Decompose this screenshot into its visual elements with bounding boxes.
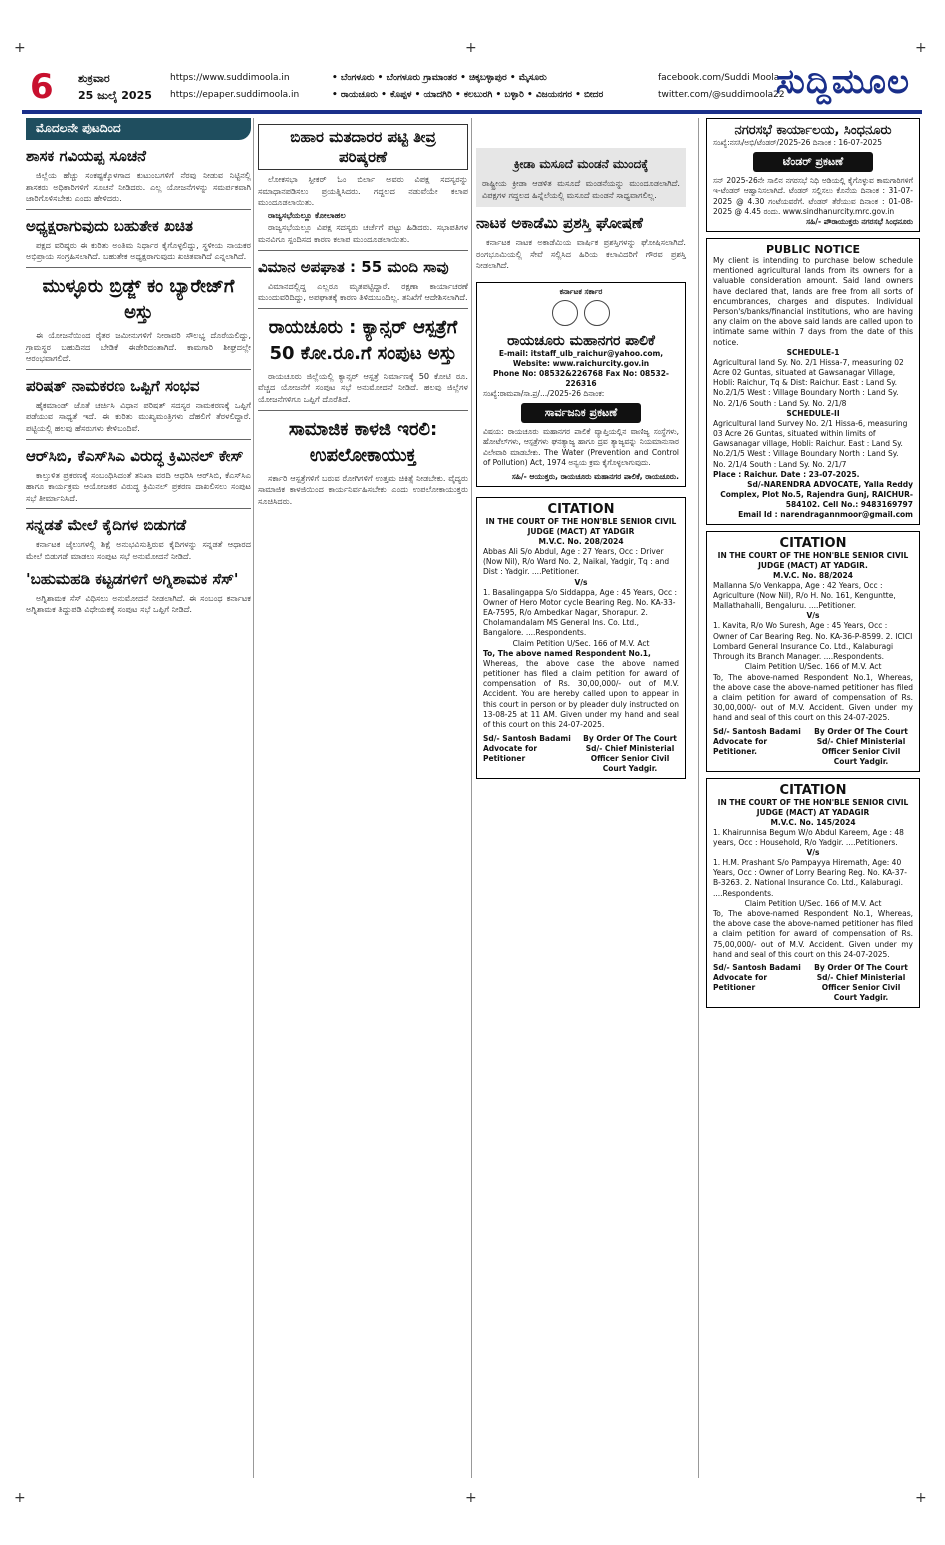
column-front-page-continued [26, 118, 251, 617]
citation-notice [706, 778, 920, 1008]
case-number: M.V.C. No. 88/2024 [773, 570, 853, 580]
headline: ಮುಳ್ಳೂರು ಬ್ರಿಡ್ಜ್ ಕಂ ಬ್ಯಾರೇಜ್‌ಗೆ ಅಸ್ತು [42, 275, 235, 323]
place-date: Place : Raichur. Date : 23-07-2025. [713, 469, 860, 479]
article-body: ರಾಷ್ಟ್ರೀಯ ಕ್ರೀಡಾ ಆಡಳಿತ ಮಸೂದೆ ಮಂಡನೆಯನ್ನು ಮುಂದೂಡಲಾಗಿದೆ. ವಿಪಕ್ಷಗಳ ಗದ್ದಲದ ಹಿನ್ನೆಲೆಯಲ್ಲಿ ಮಸೂದೆ ಮಂಡನೆ ಸಾಧ್ಯವಾಗಲಿಲ್ಲ. [482, 178, 680, 200]
public-notice-title: PUBLIC NOTICE [765, 243, 861, 257]
versus: V/s [806, 611, 820, 621]
page-number: 6 [30, 67, 54, 107]
cities-line: • ರಾಯಚೂರು • ಕೊಪ್ಪಳ • ಯಾದಗಿರಿ • ಕಲಬುರಗಿ • ಬಳ್ಳಾರಿ • ವಿಜಯನಗರ • ಬೀದರ [332, 90, 604, 100]
divider [26, 439, 251, 440]
column-national-news [258, 118, 468, 508]
case-number: M.V.C. No. 145/2024 [770, 817, 856, 827]
ad-body: ವಿಷಯ: ರಾಯಚೂರು ಮಹಾನಗರ ಪಾಲಿಕೆ ವ್ಯಾಪ್ತಿಯಲ್ಲಿನ ವಾಣಿಜ್ಯ ಸಂಸ್ಥೆಗಳು, ಹೋಟೆಲ್‌ಗಳು, ಆಸ್ಪತ್ರೆಗಳು ಘನತ್ಯಾಜ್ಯ ಹಾಗೂ ದ್ರವ ತ್ಯಾಜ್ಯವನ್ನು ನಿಯಮಾನುಸಾರ ವಿಲೇವಾರಿ ಮಾಡಬೇಕು. The Water (Prevention and Control of Pollution) Act, 1974 ಅನ್ವಯ ಕ್ರಮ ಕೈಗೊಳ್ಳಲಾಗುವುದು. [483, 427, 679, 467]
headline: ಸನ್ನಡತೆ ಮೇಲೆ ಕೈದಿಗಳ ಬಿಡುಗಡೆ [26, 516, 187, 535]
versus: V/s [806, 847, 820, 857]
issue-date-text: 25 ಜುಲೈ 2025 [78, 89, 152, 102]
ad-reference: ಸಂಖ್ಯೆ:ರಾಮಪಾ/ಸಾ.ಪ್ರ/.../2025-26 ದಿನಾಂಕ: [483, 388, 605, 398]
signatures [713, 963, 913, 1003]
divider [258, 308, 468, 309]
schedule-title: SCHEDULE-II [786, 408, 840, 418]
ad-website: Website: www.raichurcity.gov.in [512, 358, 650, 368]
addressee: To, The above named Respondent No.1, [483, 648, 651, 658]
seal-icon [584, 300, 610, 326]
court-signature: By Order Of The Court Sd/- Chief Ministerial Officer Senior Civil Court Yadgir. [814, 726, 908, 766]
page-header [22, 62, 922, 108]
article-body: ಪಕ್ಷದ ವರಿಷ್ಠರು ಈ ಕುರಿತು ಅಂತಿಮ ನಿರ್ಧಾರ ಕೈಗೊಳ್ಳಲಿದ್ದು, ಸ್ಥಳೀಯ ನಾಯಕರ ಅಭಿಪ್ರಾಯ ಸಂಗ್ರಹಿಸಲಾಗಿದೆ. ಬಹುತೇಕ ಅಧ್ಯಕ್ಷರಾಗುವುದು ಖಚಿತವಾಗಿದೆ ಎನ್ನಲಾಗಿದೆ. [26, 239, 251, 262]
advocate-email: Email Id : narendragannmoor@gmail.com [738, 509, 913, 519]
court-name: IN THE COURT OF THE HON'BLE SENIOR CIVIL JUDGE (MACT) AT YADGIR. [717, 550, 909, 570]
article-body: ರಾಯಚೂರು ಜಿಲ್ಲೆಯಲ್ಲಿ ಕ್ಯಾನ್ಸರ್ ಆಸ್ಪತ್ರೆ ನಿರ್ಮಾಣಕ್ಕೆ 50 ಕೋಟಿ ರೂ. ವೆಚ್ಚದ ಯೋಜನೆಗೆ ಸಂಪುಟ ಸಭೆ ಅನುಮೋದನೆ ನೀಡಿದೆ. ಹಲವು ಜಿಲ್ಲೆಗಳ ಯೋಜನೆಗಳಿಗೂ ಒಪ್ಪಿಗೆ ದೊರೆತಿದೆ. [258, 370, 468, 404]
crop-mark-icon: + [465, 1490, 477, 1506]
court-name: IN THE COURT OF THE HON'BLE SENIOR CIVIL JUDGE (MACT) AT YADAGIR [717, 797, 909, 817]
section-label: ಮೊದಲನೇ ಪುಟದಿಂದ [26, 118, 251, 140]
twitter-link[interactable]: twitter.com/@suddimoola22 [658, 90, 785, 100]
headline: ಪರಿಷತ್ ನಾಮಕರಣ ಒಪ್ಪಿಗೆ ಸಂಭವ [26, 376, 200, 395]
masthead-logo: ಸುದ್ದಿಮೂಲ [776, 62, 910, 102]
respondents: 1. Basalingappa S/o Siddappa, Age : 45 Years, Occ : Owner of Hero Motor cycle Bearing Reg. No. KA-33-EA-7595, R/o Ambedkar Nagar, Shorapur. 2. Cholamandalam MS General Ins. Co. Ltd., Bangalore. ....Respondents. [483, 587, 678, 638]
citation-notice [476, 497, 686, 779]
court-signature: By Order Of The Court Sd/- Chief Ministerial Officer Senior Civil Court Yadgir. [583, 734, 677, 774]
case-number: M.V.C. No. 208/2024 [538, 536, 624, 546]
public-notice [706, 238, 920, 525]
column-divider [253, 118, 254, 1478]
logo-row [483, 300, 679, 330]
petitioner: 1. Khairunnisa Begum W/o Abdul Kareem, Age : 48 years, Occ : Household, R/o Yadgir. ....Petitioners. [713, 827, 904, 847]
article-body: ಹೈಕಮಾಂಡ್ ಜೊತೆ ಚರ್ಚಿಸಿ ವಿಧಾನ ಪರಿಷತ್ ಸದಸ್ಯರ ನಾಮಕರಣಕ್ಕೆ ಒಪ್ಪಿಗೆ ಪಡೆಯುವ ಸಾಧ್ಯತೆ ಇದೆ. ಈ ಕುರಿತು ಮುಖ್ಯಮಂತ್ರಿಗಳು ದೆಹಲಿಗೆ ತೆರಳಲಿದ್ದಾರೆ. ಪಟ್ಟಿಯಲ್ಲಿ ಹಲವು ಹೆಸರುಗಳು ಕೇಳಿಬಂದಿವೆ. [26, 399, 251, 433]
article-body: ಸರ್ಕಾರಿ ಆಸ್ಪತ್ರೆಗಳಿಗೆ ಬರುವ ರೋಗಿಗಳಿಗೆ ಉತ್ತಮ ಚಿಕಿತ್ಸೆ ನೀಡಬೇಕು. ವೈದ್ಯರು ಸಾಮಾಜಿಕ ಕಾಳಜಿಯಿಂದ ಕಾರ್ಯನಿರ್ವಹಿಸಬೇಕು ಎಂದು ಉಪಲೋಕಾಯುಕ್ತರು ಸೂಚಿಸಿದರು. [258, 472, 468, 506]
advocate-signature: Sd/- Santosh Badami Advocate for Petitioner [713, 962, 801, 992]
claim: Claim Petition U/Sec. 166 of M.V. Act [744, 662, 882, 672]
article-body: ಕರ್ನಾಟಕ ನಾಟಕ ಅಕಾಡೆಮಿಯ ವಾರ್ಷಿಕ ಪ್ರಶಸ್ತಿಗಳನ್ನು ಘೋಷಿಸಲಾಗಿದೆ. ರಂಗಭೂಮಿಯಲ್ಲಿ ಸೇವೆ ಸಲ್ಲಿಸಿದ ಹಿರಿಯ ಕಲಾವಿದರಿಗೆ ಗೌರವ ಪ್ರಶಸ್ತಿ ನೀಡಲಾಗಿದೆ. [476, 237, 686, 271]
tender-notice [706, 118, 920, 232]
emblem-icon [552, 300, 578, 326]
citation-notice [706, 531, 920, 772]
respondents: 1. Kavita, R/o Wo Suresh, Age : 45 Years, Occ : Owner of Car Bearing Reg. No. KA-36-P-8599. 2. ICICI Lombard General Insurance Co. Ltd., Kalaburagi Through its Branch Manager. ....Respondents. [713, 621, 913, 662]
versus: V/s [574, 577, 588, 587]
claim: Claim Petition U/Sec. 166 of M.V. Act [512, 638, 650, 648]
edition-cities [332, 70, 642, 104]
boxed-story [476, 148, 686, 207]
issue-date [78, 70, 152, 104]
headline: ಅಧ್ಯಕ್ಷರಾಗುವುದು ಬಹುತೇಕ ಖಚಿತ [26, 216, 193, 235]
subheading: ರಾಜ್ಯಸಭೆಯಲ್ಲೂ ಕೋಲಾಹಲ [268, 209, 346, 220]
ad-header: ಕರ್ನಾಟಕ ಸರ್ಕಾರ [559, 286, 603, 296]
article-body: ಈ ಯೋಜನೆಯಿಂದ ರೈತರ ಜಮೀನುಗಳಿಗೆ ನೀರಾವರಿ ಸೌಲಭ್ಯ ದೊರೆಯಲಿದ್ದು, ಗ್ರಾಮಸ್ಥರ ಬಹುದಿನದ ಬೇಡಿಕೆ ಈಡೇರಿದಂತಾಗಿದೆ. ಕಾಮಗಾರಿ ಶೀಘ್ರದಲ್ಲೇ ಆರಂಭವಾಗಲಿದೆ. [26, 329, 251, 364]
public-announcement-ad [476, 282, 686, 487]
article-body: ಲೋಕಸಭಾ ಸ್ಪೀಕರ್ ಓಂ ಬಿರ್ಲಾ ಅವರು ವಿಪಕ್ಷ ಸದಸ್ಯರನ್ನು ಸಮಾಧಾನಪಡಿಸಲು ಪ್ರಯತ್ನಿಸಿದರು. ಗದ್ದಲದ ನಡುವೆಯೇ ಕಲಾಪ ಮುಂದೂಡಲಾಯಿತು. ರಾಜ್ಯಸಭೆಯಲ್ಲೂ ಕೋಲಾಹಲ ರಾಜ್ಯಸಭೆಯಲ್ಲೂ ವಿಪಕ್ಷ ಸದಸ್ಯರು ಚರ್ಚೆಗೆ ಪಟ್ಟು ಹಿಡಿದರು. ಸಭಾಪತಿಗಳ ಮನವಿಗೂ ಸ್ಪಂದಿಸದ ಕಾರಣ ಕಲಾಪ ಮುಂದೂಡಲಾಯಿತು. [258, 174, 468, 244]
citation-body: Whereas, the above case the above named petitioner has filed a claim petition for award of compensation of Rs. 30,00,000/- out of M.V. Accident. You are hereby called upon to appear in this court in person or by pleader duly instructed on 13-08-25 at 11 AM. Given under my hand and seal of this court on this 24-07-2025. [483, 658, 679, 730]
ad-phone: Phone No: 08532&226768 Fax No: 08532-226316 [492, 368, 670, 388]
signatures [713, 727, 913, 767]
petitioner: Abbas Ali S/o Abdul, Age : 27 Years, Occ : Driver (Now Nil), R/o Ward No. 2, Naikal, Yadgir, Tq : and Dist : Yadgir. ....Petitioner. [483, 546, 670, 577]
headline: ಬಿಹಾರ ಮತದಾರರ ಪಟ್ಟಿ ತೀವ್ರ ಪರಿಷ್ಕರಣೆ [258, 124, 468, 170]
court-name: IN THE COURT OF THE HON'BLE SENIOR CIVIL JUDGE (MACT) AT YADGIR [485, 516, 677, 536]
signatures [483, 734, 679, 774]
schedule-body: Agricultural land Sy. No. 2/1 Hissa-7, measuring 02 Acre 02 Guntas, situated at Gawsanagar Village, Hobli: Raichur, Tq & Dist: Raichur. East : Land Sy. No.2/1/5 West : Village Boundary North : Land Sy. No. 2/1/6 South : Land Sy. No. 2/1/8 [713, 357, 904, 408]
article-body: ಕಾಲ್ತುಳಿತ ಪ್ರಕರಣಕ್ಕೆ ಸಂಬಂಧಿಸಿದಂತೆ ತನಿಖಾ ವರದಿ ಆಧರಿಸಿ ಆರ್‌ಸಿಬಿ, ಕೆಎಸ್‌ಸಿಎ ಹಾಗೂ ಕಾರ್ಯಕ್ರಮ ಆಯೋಜಕರ ವಿರುದ್ಧ ಕ್ರಿಮಿನಲ್ ಪ್ರಕರಣ ದಾಖಲಿಸಲು ಸಂಪುಟ ಸಭೆ ತೀರ್ಮಾನಿಸಿದೆ. [26, 469, 251, 503]
advocate-signature: Sd/- Santosh Badami Advocate for Petitioner [483, 734, 571, 764]
headline: ಸಾಮಾಜಿಕ ಕಾಳಜಿ ಇರಲಿ: ಉಪಲೋಕಾಯುಕ್ತ [288, 418, 438, 466]
advocate-details: Sd/-NARENDRA ADVOCATE, Yalla Reddy Complex, Plot No.5, Rajendra Gunj, RAICHUR-584102. Cell No.: 9483169797 [720, 479, 913, 509]
crop-mark-icon: + [14, 40, 26, 56]
tender-signature: ಸಹಿ/- ಪೌರಾಯುಕ್ತರು ನಗರಸಭೆ ಸಿಂಧನೂರು [806, 217, 913, 227]
schedule-body: Agricultural land Survey No. 2/1 Hissa-6, measuring 03 Acre 26 Guntas, situated within limits of Gawsanagar village, Hobli: Raichur. East : Land Sy. No.2/1/5 West : Village Boundary North : Land Sy. No. 2/1/4 South : Land Sy. No. 2/1/7 [713, 418, 908, 469]
headline: ಶಾಸಕ ಗವಿಯಪ್ಪ ಸೂಚನೆ [26, 147, 147, 165]
epaper-link[interactable]: https://epaper.suddimoola.in [170, 90, 300, 100]
tender-reference: ಸಂಖ್ಯೆ:ನಸಸಿ/ಅಭಿ/ಟೆಂಡರ್/2025-26 ದಿನಾಂಕ : 16-07-2025 [713, 138, 882, 147]
cities-line: • ಬೆಂಗಳೂರು • ಬೆಂಗಳೂರು ಗ್ರಾಮಾಂತರ • ಚಿಕ್ಕಬಳ್ಳಾಪುರ • ಮೈಸೂರು [332, 73, 547, 83]
divider [258, 250, 468, 251]
facebook-link[interactable]: facebook.com/Suddi Moola [658, 73, 780, 83]
citation-title: CITATION [547, 501, 615, 517]
citation-body: To, The above-named Respondent No.1, Whereas, the above case the above-named petitioner has filed a claim petition for award of compensation of Rs. 30,00,000/- out of M.V. Accident. Given under my hand and seal of this court on this 24-07-2025. [713, 672, 913, 723]
ad-banner: ಸಾರ್ವಜನಿಕ ಪ್ರಕಟಣೆ [521, 403, 641, 423]
social-links [658, 70, 785, 104]
advocate-signature: Sd/- Santosh Badami Advocate for Petitioner. [713, 726, 801, 756]
citation-body: To, The above-named Respondent No.1, Whereas, the above case the above-named petitioner has filed a claim petition for award of compensation of Rs. 75,00,000/- out of M.V. Accident. Given under my hand and seal of this court on this 24-07-2025. [713, 908, 913, 959]
divider [26, 267, 251, 268]
header-divider [22, 110, 922, 114]
headline: ನಾಟಕ ಅಕಾಡೆಮಿ ಪ್ರಶಸ್ತಿ ಘೋಷಣೆ [476, 214, 643, 233]
column-notices [706, 118, 920, 1008]
article-body: ಜಿಲ್ಲೆಯ ಹೆಚ್ಚು ಸಂಕಷ್ಟಕ್ಕೊಳಗಾದ ಕುಟುಂಬಗಳಿಗೆ ನೆರವು ನೀಡುವ ನಿಟ್ಟಿನಲ್ಲಿ ಶಾಸಕರು ಅಧಿಕಾರಿಗಳಿಗೆ ಸೂಚನೆ ನೀಡಿದರು. ಎಲ್ಲ ಯೋಜನೆಗಳನ್ನು ಸಮರ್ಪಕವಾಗಿ ಜಾರಿಗೊಳಿಸಬೇಕು ಎಂದು ಹೇಳಿದರು. [26, 170, 251, 204]
headline: 'ಬಹುಮಹಡಿ ಕಟ್ಟಡಗಳಿಗೆ ಅಗ್ನಿಶಾಮಕ ಸೆಸ್' [26, 569, 239, 588]
divider [258, 410, 468, 411]
crop-mark-icon: + [465, 40, 477, 56]
article-body: ವಿಮಾನದಲ್ಲಿದ್ದ ಎಲ್ಲರೂ ಮೃತಪಟ್ಟಿದ್ದಾರೆ. ರಕ್ಷಣಾ ಕಾರ್ಯಾಚರಣೆ ಮುಂದುವರಿದಿದ್ದು, ಅಪಘಾತಕ್ಕೆ ಕಾರಣ ತಿಳಿದುಬಂದಿಲ್ಲ. ತನಿಖೆಗೆ ಆದೇಶಿಸಲಾಗಿದೆ. [258, 280, 468, 303]
crop-mark-icon: + [915, 1490, 927, 1506]
crop-mark-icon: + [915, 40, 927, 56]
column-divider [698, 118, 699, 1478]
schedule-title: SCHEDULE-1 [786, 347, 840, 357]
headline: ಆರ್‌ಸಿಬಿ, ಕೆಎಸ್‌ಸಿಎ ವಿರುದ್ಧ ಕ್ರಿಮಿನಲ್ ಕೇಸ್ [26, 446, 244, 465]
tender-organization: ನಗರಸಭೆ ಕಾರ್ಯಾಲಯ, ಸಿಂಧನೂರು [734, 123, 892, 138]
claim: Claim Petition U/Sec. 166 of M.V. Act [744, 898, 882, 908]
ad-email: E-mail: itstaff_ulb_raichur@yahoo.com, [498, 348, 664, 358]
article-body: ಕರ್ನಾಟಕ ಜೈಲುಗಳಲ್ಲಿ ಶಿಕ್ಷೆ ಅನುಭವಿಸುತ್ತಿರುವ ಕೈದಿಗಳನ್ನು ಸನ್ನಡತೆ ಆಧಾರದ ಮೇಲೆ ಬಿಡುಗಡೆ ಮಾಡಲು ಸಂಪುಟ ಸಭೆ ಅನುಮೋದನೆ ನೀಡಿದೆ. [26, 539, 251, 561]
petitioner: Mallanna S/o Venkappa, Age : 42 Years, Occ : Agriculture (Now Nil), R/o H. No. 161, Kenguntte, Mallathahalli, Bengaluru. ....Petitioner. [713, 580, 896, 611]
respondents: 1. H.M. Prashant S/o Pampayya Hiremath, Age: 40 Years, Occ : Owner of Lorry Bearing Reg. No. KA-37-B-3263. 2. National Insurance Co. Ltd., Kalaburagi. ....Respondents. [713, 857, 907, 898]
citation-title: CITATION [779, 535, 847, 551]
divider [26, 508, 251, 509]
public-notice-body: My client is intending to purchase below schedule mentioned agricultural lands from its owners for a valuable consideration amount. Said land owners have declared that, lands are free from all sorts of encumbrances, charges and disputes. Individual Person's/banks/financial institutions, who are having any claim on the above said lands are called upon to intimate same within 7 days from the date of this notice. [713, 256, 913, 347]
crop-mark-icon: + [14, 1490, 26, 1506]
column-divider [471, 118, 472, 1478]
tender-banner: ಟೆಂಡರ್ ಪ್ರಕಟಣೆ [753, 152, 873, 172]
ad-organization: ರಾಯಚೂರು ಮಹಾನಗರ ಪಾಲಿಕೆ [507, 332, 655, 349]
headline: ಕ್ರೀಡಾ ಮಸೂದೆ ಮಂಡನೆ ಮುಂದಕ್ಕೆ [513, 157, 649, 171]
article-body: ಅಗ್ನಿಶಾಮಕ ಸೆಸ್ ವಿಧಿಸಲು ಅನುಮೋದನೆ ನೀಡಲಾಗಿದೆ. ಈ ಸಂಬಂಧ ಕರ್ನಾಟಕ ಅಗ್ನಿಶಾಮಕ ತಿದ್ದುಪಡಿ ವಿಧೇಯಕಕ್ಕೆ ಸಂಪುಟ ಸಭೆ ಒಪ್ಪಿಗೆ ನೀಡಿದೆ. [26, 592, 251, 615]
court-signature: By Order Of The Court Sd/- Chief Ministerial Officer Senior Civil Court Yadgir. [814, 962, 908, 1002]
headline: ವಿಮಾನ ಅಪಘಾತ : 55 ಮಂದಿ ಸಾವು [258, 257, 449, 276]
divider [26, 369, 251, 370]
divider [26, 209, 251, 210]
headline: ರಾಯಚೂರು : ಕ್ಯಾನ್ಸರ್ ಆಸ್ಪತ್ರೆಗೆ 50 ಕೋ.ರೂ.ಗೆ ಸಂಪುಟ ಅಸ್ತು [268, 316, 458, 364]
issue-day: ಶುಕ್ರವಾರ [78, 72, 110, 85]
citation-title: CITATION [779, 782, 847, 798]
website-link[interactable]: https://www.suddimoola.in [170, 73, 290, 83]
tender-body: ಸನ್ 2025-26ನೇ ಸಾಲಿನ ನಗರಸಭೆ ನಿಧಿ ಅಡಿಯಲ್ಲಿ ಕೈಗೊಳ್ಳುವ ಕಾಮಗಾರಿಗಳಿಗೆ ಇ-ಟೆಂಡರ್ ಆಹ್ವಾನಿಸಲಾಗಿದೆ. ಟೆಂಡರ್ ಸಲ್ಲಿಸಲು ಕೊನೆಯ ದಿನಾಂಕ : 31-07-2025 @ 4.30 ಗಂಟೆಯವರೆಗೆ. ಟೆಂಡರ್ ತೆರೆಯುವ ದಿನಾಂಕ : 01-08-2025 @ 4.45 ರಂದು. www.sindhanurcity.mrc.gov.in [713, 176, 913, 216]
ad-signature: ಸಹಿ/- ಆಯುಕ್ತರು, ರಾಯಚೂರು ಮಹಾನಗರ ಪಾಲಿಕೆ, ರಾಯಚೂರು. [511, 471, 679, 481]
column-mixed [476, 118, 686, 779]
web-links [170, 70, 299, 104]
